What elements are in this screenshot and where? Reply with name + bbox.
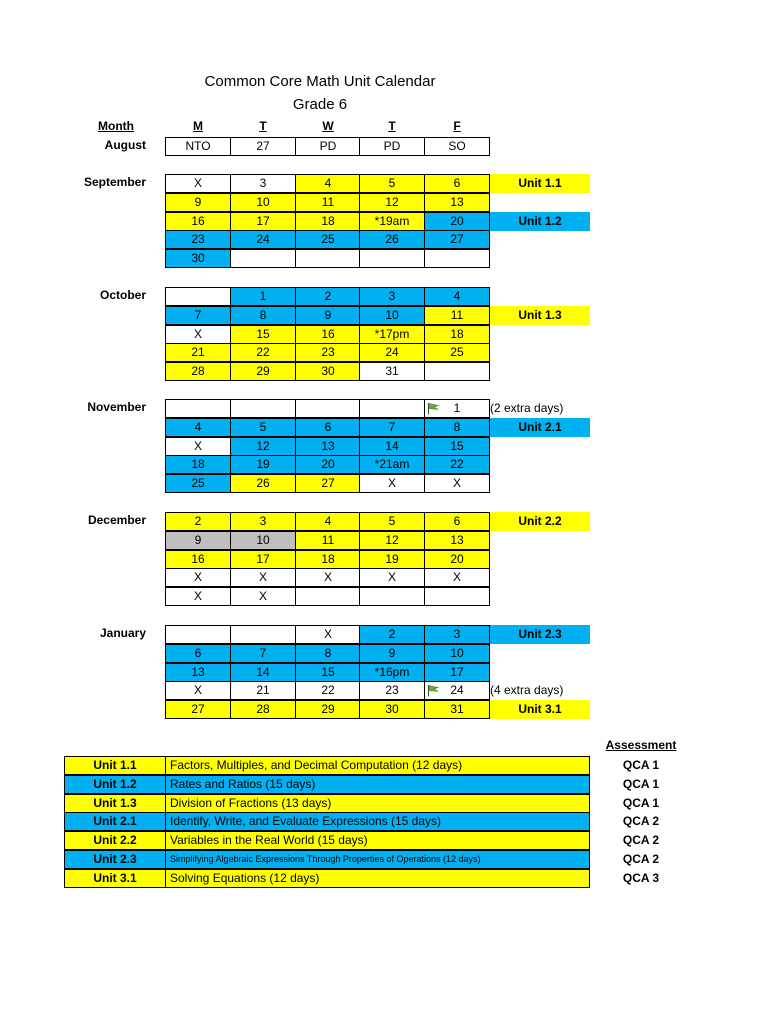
- unit-start-label: Unit 1.1: [490, 174, 590, 193]
- calendar-day-text: 30: [385, 702, 399, 716]
- calendar-day-cell: [230, 437, 296, 456]
- calendar-day-text: 5: [388, 176, 396, 190]
- calendar-day-cell: [424, 325, 490, 344]
- calendar-day-text: 15: [256, 327, 270, 341]
- calendar-day-cell: [295, 306, 361, 325]
- day-header-fri: F: [453, 119, 461, 133]
- calendar-day-cell: [230, 325, 296, 344]
- calendar-day-cell: [359, 212, 425, 231]
- assessment-value: QCA 2: [622, 814, 660, 828]
- calendar-day-text: 20: [450, 214, 464, 228]
- calendar-day-cell: [424, 193, 490, 212]
- calendar-day-text: X: [258, 589, 267, 603]
- calendar-day-text: *21am: [374, 457, 410, 471]
- calendar-day-cell: [295, 212, 361, 231]
- calendar-day-cell: [295, 325, 361, 344]
- calendar-day-text: X: [193, 570, 202, 584]
- assessment-value: QCA 1: [622, 796, 660, 810]
- calendar-day-text: 10: [256, 195, 270, 209]
- calendar-day-text: 25: [450, 345, 464, 359]
- flag-icon: [427, 402, 439, 415]
- page-title: Common Core Math Unit Calendar: [204, 73, 436, 90]
- month-label: October: [99, 288, 146, 302]
- calendar-day-cell: [165, 212, 231, 231]
- calendar-day-text: 18: [321, 552, 335, 566]
- legend-unit: Unit 2.1: [64, 812, 166, 831]
- calendar-day-cell: [165, 700, 231, 719]
- calendar-day-cell: [359, 531, 425, 550]
- calendar-day-cell: [230, 418, 296, 437]
- calendar-day-cell: [165, 249, 231, 268]
- calendar-day-cell: [359, 550, 425, 569]
- calendar-day-cell: [230, 455, 296, 474]
- calendar-day-text: 20: [450, 552, 464, 566]
- calendar-day-cell: [424, 437, 490, 456]
- calendar-day-cell: [359, 512, 425, 531]
- calendar-day-text: 7: [259, 646, 267, 660]
- calendar-day-cell: [359, 700, 425, 719]
- calendar-day-cell: [230, 287, 296, 306]
- calendar-day-cell: [424, 137, 490, 156]
- calendar-day-cell: [424, 587, 490, 606]
- calendar-day-cell: [295, 700, 361, 719]
- calendar-day-text: X: [452, 476, 461, 490]
- calendar-day-text: *16pm: [374, 665, 410, 679]
- calendar-day-text: 27: [450, 232, 464, 246]
- month-label: December: [87, 513, 146, 527]
- calendar-day-text: 2: [388, 627, 396, 641]
- calendar-day-cell: [230, 174, 296, 193]
- calendar-day-cell: [230, 343, 296, 362]
- calendar-day-cell: [230, 474, 296, 493]
- calendar-day-cell: [295, 437, 361, 456]
- calendar-day-text: 9: [194, 533, 202, 547]
- calendar-day-text: 28: [191, 364, 205, 378]
- calendar-day-cell: [165, 644, 231, 663]
- calendar-day-cell: [295, 399, 361, 418]
- calendar-day-text: 6: [453, 176, 461, 190]
- calendar-day-text: 23: [385, 683, 399, 697]
- calendar-day-text: 21: [256, 683, 270, 697]
- calendar-day-cell: [424, 249, 490, 268]
- calendar-day-cell: [295, 644, 361, 663]
- calendar-day-cell: [230, 663, 296, 682]
- calendar-day-text: X: [452, 570, 461, 584]
- calendar-day-cell: [359, 399, 425, 418]
- legend-unit: Unit 1.3: [64, 794, 166, 813]
- calendar-day-text: 10: [385, 308, 399, 322]
- calendar-day-cell: [424, 174, 490, 193]
- extra-days-note: (4 extra days): [490, 683, 564, 697]
- calendar-day-text: 29: [256, 364, 270, 378]
- calendar-day-text: 24: [256, 232, 270, 246]
- calendar-day-cell: [165, 681, 231, 700]
- calendar-day-cell: [165, 587, 231, 606]
- calendar-day-cell: [230, 193, 296, 212]
- calendar-day-text: 28: [256, 702, 270, 716]
- calendar-day-cell: [359, 343, 425, 362]
- calendar-day-cell: [424, 287, 490, 306]
- calendar-day-cell: [295, 230, 361, 249]
- day-header-mon: M: [193, 119, 203, 133]
- calendar-day-text: 8: [453, 420, 461, 434]
- calendar-day-text: 2: [194, 514, 202, 528]
- legend-unit: Unit 1.1: [64, 756, 166, 775]
- calendar-day-cell: [165, 512, 231, 531]
- calendar-day-cell: [424, 512, 490, 531]
- calendar-day-text: 27: [321, 476, 335, 490]
- calendar-day-text: 12: [385, 195, 399, 209]
- legend-description: Solving Equations (12 days): [165, 869, 590, 888]
- assessment-value: QCA 3: [622, 871, 660, 885]
- calendar-day-cell: [165, 362, 231, 381]
- calendar-day-cell: [424, 681, 490, 700]
- legend-unit: Unit 1.2: [64, 775, 166, 794]
- unit-start-label: Unit 3.1: [490, 700, 590, 719]
- calendar-day-text: X: [387, 476, 396, 490]
- calendar-day-text: 18: [450, 327, 464, 341]
- calendar-day-text: 10: [450, 646, 464, 660]
- month-column-header: Month: [98, 119, 134, 133]
- calendar-day-cell: [165, 174, 231, 193]
- calendar-day-text: 24: [450, 683, 464, 697]
- calendar-day-cell: [295, 174, 361, 193]
- calendar-day-cell: [424, 455, 490, 474]
- page-subtitle: Grade 6: [292, 96, 348, 113]
- calendar-day-text: 9: [388, 646, 396, 660]
- calendar-day-text: 30: [191, 251, 205, 265]
- calendar-day-text: 31: [385, 364, 399, 378]
- calendar-day-text: 8: [259, 308, 267, 322]
- calendar-day-text: 14: [256, 665, 270, 679]
- calendar-day-text: 6: [324, 420, 332, 434]
- calendar-day-cell: [165, 418, 231, 437]
- calendar-day-cell: [424, 343, 490, 362]
- extra-days-note: (2 extra days): [490, 401, 564, 415]
- calendar-day-text: 19: [385, 552, 399, 566]
- calendar-day-text: X: [323, 627, 332, 641]
- calendar-day-text: 24: [385, 345, 399, 359]
- calendar-day-text: 13: [450, 533, 464, 547]
- calendar-day-text: 11: [450, 308, 464, 322]
- calendar-day-text: 21: [191, 345, 205, 359]
- calendar-day-text: 11: [321, 533, 335, 547]
- calendar-day-text: 17: [450, 665, 464, 679]
- calendar-day-cell: [424, 625, 490, 644]
- calendar-day-cell: [359, 174, 425, 193]
- calendar-day-text: 23: [191, 232, 205, 246]
- calendar-day-cell: [424, 568, 490, 587]
- calendar-day-cell: [230, 137, 296, 156]
- legend-unit: Unit 3.1: [64, 869, 166, 888]
- unit-start-label: Unit 2.2: [490, 512, 590, 531]
- calendar-day-cell: [165, 306, 231, 325]
- calendar-day-text: 13: [191, 665, 205, 679]
- assessment-header: Assessment: [605, 738, 677, 752]
- calendar-day-text: 6: [453, 514, 461, 528]
- calendar-day-cell: [424, 700, 490, 719]
- calendar-day-cell: [165, 531, 231, 550]
- calendar-day-cell: [230, 644, 296, 663]
- calendar-day-cell: [295, 455, 361, 474]
- calendar-day-cell: [424, 212, 490, 231]
- calendar-day-text: NTO: [185, 139, 211, 153]
- day-header-thu: T: [388, 119, 396, 133]
- calendar-day-cell: [165, 343, 231, 362]
- calendar-day-cell: [359, 306, 425, 325]
- calendar-day-text: SO: [448, 139, 466, 153]
- month-label: September: [83, 175, 146, 189]
- month-label: August: [104, 138, 146, 152]
- calendar-day-text: 4: [324, 514, 332, 528]
- calendar-day-text: 23: [321, 345, 335, 359]
- calendar-day-cell: [359, 681, 425, 700]
- legend-description: Simplifying Algebraic Expressions Through Properties of Operations (12 days): [165, 850, 590, 869]
- calendar-day-cell: [230, 568, 296, 587]
- calendar-day-cell: [359, 625, 425, 644]
- calendar-day-cell: [165, 193, 231, 212]
- calendar-day-text: 16: [191, 552, 205, 566]
- calendar-day-text: 18: [321, 214, 335, 228]
- calendar-day-text: 25: [321, 232, 335, 246]
- calendar-day-cell: [359, 193, 425, 212]
- calendar-day-cell: [165, 568, 231, 587]
- legend-unit: Unit 2.2: [64, 831, 166, 850]
- month-label: November: [87, 400, 146, 414]
- calendar-day-cell: [424, 399, 490, 418]
- calendar-day-text: 12: [385, 533, 399, 547]
- calendar-day-text: 31: [450, 702, 464, 716]
- calendar-day-cell: [359, 137, 425, 156]
- calendar-day-text: 11: [321, 195, 335, 209]
- calendar-day-text: PD: [383, 139, 401, 153]
- calendar-day-text: X: [193, 176, 202, 190]
- calendar-day-cell: [295, 587, 361, 606]
- calendar-day-cell: [230, 625, 296, 644]
- calendar-day-cell: [424, 306, 490, 325]
- calendar-day-text: 4: [324, 176, 332, 190]
- calendar-day-text: 26: [256, 476, 270, 490]
- calendar-day-cell: [359, 474, 425, 493]
- assessment-value: QCA 1: [622, 777, 660, 791]
- calendar-day-text: 9: [324, 308, 332, 322]
- unit-start-label: Unit 2.3: [490, 625, 590, 644]
- calendar-day-text: 1: [259, 289, 267, 303]
- calendar-day-text: 1: [453, 401, 461, 415]
- month-label: January: [99, 626, 146, 640]
- calendar-day-cell: [165, 663, 231, 682]
- calendar-day-cell: [359, 663, 425, 682]
- calendar-day-text: 10: [256, 533, 270, 547]
- calendar-day-cell: [230, 230, 296, 249]
- legend-description: Rates and Ratios (15 days): [165, 775, 590, 794]
- calendar-day-cell: [359, 644, 425, 663]
- calendar-day-text: 25: [191, 476, 205, 490]
- calendar-day-cell: [424, 531, 490, 550]
- calendar-day-cell: [359, 568, 425, 587]
- calendar-day-text: X: [193, 327, 202, 341]
- legend-unit: Unit 2.3: [64, 850, 166, 869]
- calendar-day-text: 2: [324, 289, 332, 303]
- calendar-day-text: 17: [256, 214, 270, 228]
- calendar-day-text: 30: [321, 364, 335, 378]
- calendar-day-cell: [359, 437, 425, 456]
- calendar-day-cell: [165, 455, 231, 474]
- calendar-day-text: 9: [194, 195, 202, 209]
- calendar-day-cell: [230, 249, 296, 268]
- calendar-day-cell: [424, 644, 490, 663]
- calendar-day-cell: [295, 137, 361, 156]
- calendar-day-text: *19am: [374, 214, 410, 228]
- calendar-day-cell: [359, 362, 425, 381]
- calendar-day-cell: [230, 306, 296, 325]
- calendar-day-text: X: [193, 683, 202, 697]
- calendar-day-text: X: [193, 589, 202, 603]
- calendar-day-text: 3: [259, 176, 267, 190]
- calendar-day-cell: [165, 550, 231, 569]
- calendar-day-cell: [295, 418, 361, 437]
- calendar-day-cell: [359, 230, 425, 249]
- assessment-value: QCA 2: [622, 852, 660, 866]
- calendar-day-text: 22: [256, 345, 270, 359]
- calendar-day-cell: [165, 399, 231, 418]
- calendar-day-cell: [295, 343, 361, 362]
- calendar-day-cell: [295, 362, 361, 381]
- calendar-day-text: 5: [388, 514, 396, 528]
- flag-icon: [427, 684, 439, 697]
- legend-description: Division of Fractions (13 days): [165, 794, 590, 813]
- calendar-day-cell: [295, 663, 361, 682]
- calendar-day-cell: [230, 700, 296, 719]
- legend-description: Variables in the Real World (15 days): [165, 831, 590, 850]
- calendar-day-text: 4: [194, 420, 202, 434]
- calendar-day-cell: [295, 193, 361, 212]
- calendar-day-text: X: [258, 570, 267, 584]
- calendar-day-cell: [359, 418, 425, 437]
- calendar-day-cell: [295, 287, 361, 306]
- calendar-day-text: 17: [256, 552, 270, 566]
- calendar-day-cell: [359, 325, 425, 344]
- calendar-day-cell: [165, 474, 231, 493]
- calendar-day-cell: [230, 362, 296, 381]
- calendar-day-cell: [424, 663, 490, 682]
- day-header-wed: W: [322, 119, 334, 133]
- unit-start-label: Unit 2.1: [490, 418, 590, 437]
- calendar-day-cell: [424, 230, 490, 249]
- calendar-day-cell: [230, 531, 296, 550]
- calendar-day-text: X: [193, 439, 202, 453]
- calendar-day-cell: [230, 512, 296, 531]
- calendar-day-text: 13: [321, 439, 335, 453]
- calendar-day-cell: [230, 212, 296, 231]
- calendar-day-text: 15: [321, 665, 335, 679]
- calendar-day-cell: [165, 325, 231, 344]
- calendar-day-cell: [165, 625, 231, 644]
- calendar-day-cell: [165, 137, 231, 156]
- calendar-day-text: 3: [388, 289, 396, 303]
- calendar-day-text: 26: [385, 232, 399, 246]
- calendar-day-text: 16: [321, 327, 335, 341]
- calendar-day-cell: [295, 625, 361, 644]
- calendar-day-cell: [230, 399, 296, 418]
- calendar-day-cell: [295, 531, 361, 550]
- assessment-value: QCA 2: [622, 833, 660, 847]
- calendar-day-text: PD: [319, 139, 337, 153]
- calendar-day-cell: [295, 681, 361, 700]
- calendar-day-text: 5: [259, 420, 267, 434]
- calendar-day-cell: [359, 249, 425, 268]
- calendar-day-text: X: [387, 570, 396, 584]
- calendar-day-text: 3: [453, 627, 461, 641]
- day-header-tue: T: [259, 119, 267, 133]
- calendar-day-cell: [295, 512, 361, 531]
- calendar-day-text: 14: [385, 439, 399, 453]
- calendar-day-text: 22: [321, 683, 335, 697]
- calendar-day-text: 20: [321, 457, 335, 471]
- calendar-day-cell: [295, 474, 361, 493]
- calendar-day-text: 4: [453, 289, 461, 303]
- legend-description: Identify, Write, and Evaluate Expressions (15 days): [165, 812, 590, 831]
- calendar-day-text: 12: [256, 439, 270, 453]
- calendar-day-text: 13: [450, 195, 464, 209]
- calendar-day-cell: [165, 437, 231, 456]
- calendar-day-text: 7: [388, 420, 396, 434]
- calendar-day-cell: [295, 550, 361, 569]
- calendar-day-cell: [359, 287, 425, 306]
- calendar-day-text: 16: [191, 214, 205, 228]
- calendar-day-text: 3: [259, 514, 267, 528]
- calendar-day-text: 15: [450, 439, 464, 453]
- calendar-day-cell: [165, 230, 231, 249]
- calendar-day-text: 7: [194, 308, 202, 322]
- calendar-day-text: 8: [324, 646, 332, 660]
- calendar-day-text: 27: [256, 139, 270, 153]
- calendar-day-cell: [359, 455, 425, 474]
- calendar-day-text: 27: [191, 702, 205, 716]
- unit-start-label: Unit 1.2: [490, 212, 590, 231]
- calendar-day-cell: [230, 550, 296, 569]
- calendar-day-cell: [230, 587, 296, 606]
- unit-start-label: Unit 1.3: [490, 306, 590, 325]
- calendar-day-cell: [295, 568, 361, 587]
- calendar-day-text: 29: [321, 702, 335, 716]
- calendar-day-cell: [424, 362, 490, 381]
- calendar-day-cell: [424, 550, 490, 569]
- calendar-day-cell: [359, 587, 425, 606]
- calendar-day-cell: [165, 287, 231, 306]
- calendar-day-text: 6: [194, 646, 202, 660]
- calendar-day-cell: [424, 474, 490, 493]
- legend-description: Factors, Multiples, and Decimal Computation (12 days): [165, 756, 590, 775]
- calendar-day-text: 22: [450, 457, 464, 471]
- assessment-value: QCA 1: [622, 758, 660, 772]
- calendar-day-text: 18: [191, 457, 205, 471]
- calendar-day-text: *17pm: [374, 327, 410, 341]
- calendar-day-cell: [230, 681, 296, 700]
- calendar-day-cell: [295, 249, 361, 268]
- calendar-day-text: 19: [256, 457, 270, 471]
- calendar-day-text: X: [323, 570, 332, 584]
- calendar-day-cell: [424, 418, 490, 437]
